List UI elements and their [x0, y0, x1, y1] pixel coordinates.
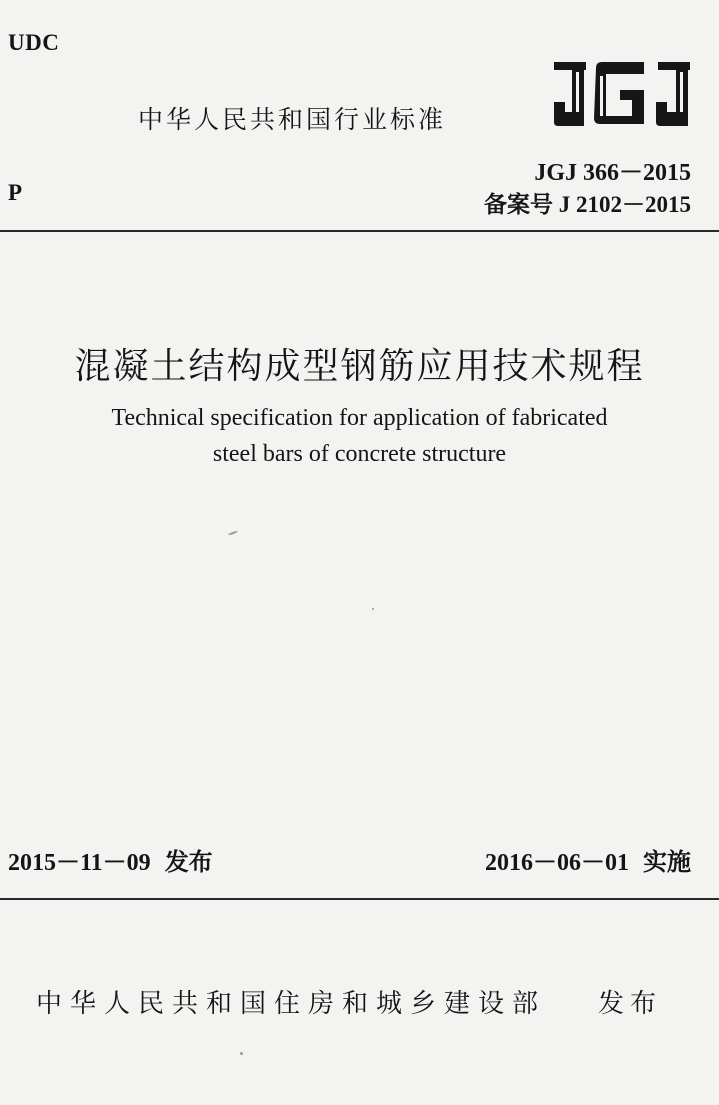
effective-date: 2016－06－01: [485, 850, 629, 876]
top-divider: [0, 230, 719, 232]
paper-speck: [240, 1052, 243, 1055]
english-title: [0, 400, 719, 472]
issue-date: 2015－11－09: [8, 850, 151, 876]
udc-label: UDC: [8, 30, 60, 55]
paper-speck: [372, 608, 374, 610]
paper-speck: [228, 530, 238, 535]
issue-date-block: [8, 842, 213, 877]
english-title-line-2: steel bars of concrete structure: [212, 441, 507, 467]
classification-code: P: [8, 180, 23, 205]
publish-label: 发布: [598, 989, 663, 1019]
issue-label: 发布: [164, 848, 213, 876]
publisher-name: 中华人民共和国住房和城乡建设部: [36, 989, 547, 1019]
effective-date-block: [485, 842, 691, 877]
chinese-title: 混凝土结构成型钢筋应用技术规程: [74, 346, 645, 387]
industry-standard-heading: 中华人民共和国行业标准: [138, 105, 447, 134]
effective-label: 实施: [643, 848, 691, 876]
bottom-divider: [0, 898, 719, 900]
record-number: 备案号 J 2102－2015: [484, 192, 691, 217]
english-title-line-1: Technical specification for application of fabricated: [111, 405, 608, 431]
jgj-logo: [552, 58, 694, 132]
jgj-logo-graphic: [552, 58, 694, 132]
standard-number: JGJ 366－2015: [534, 160, 691, 186]
